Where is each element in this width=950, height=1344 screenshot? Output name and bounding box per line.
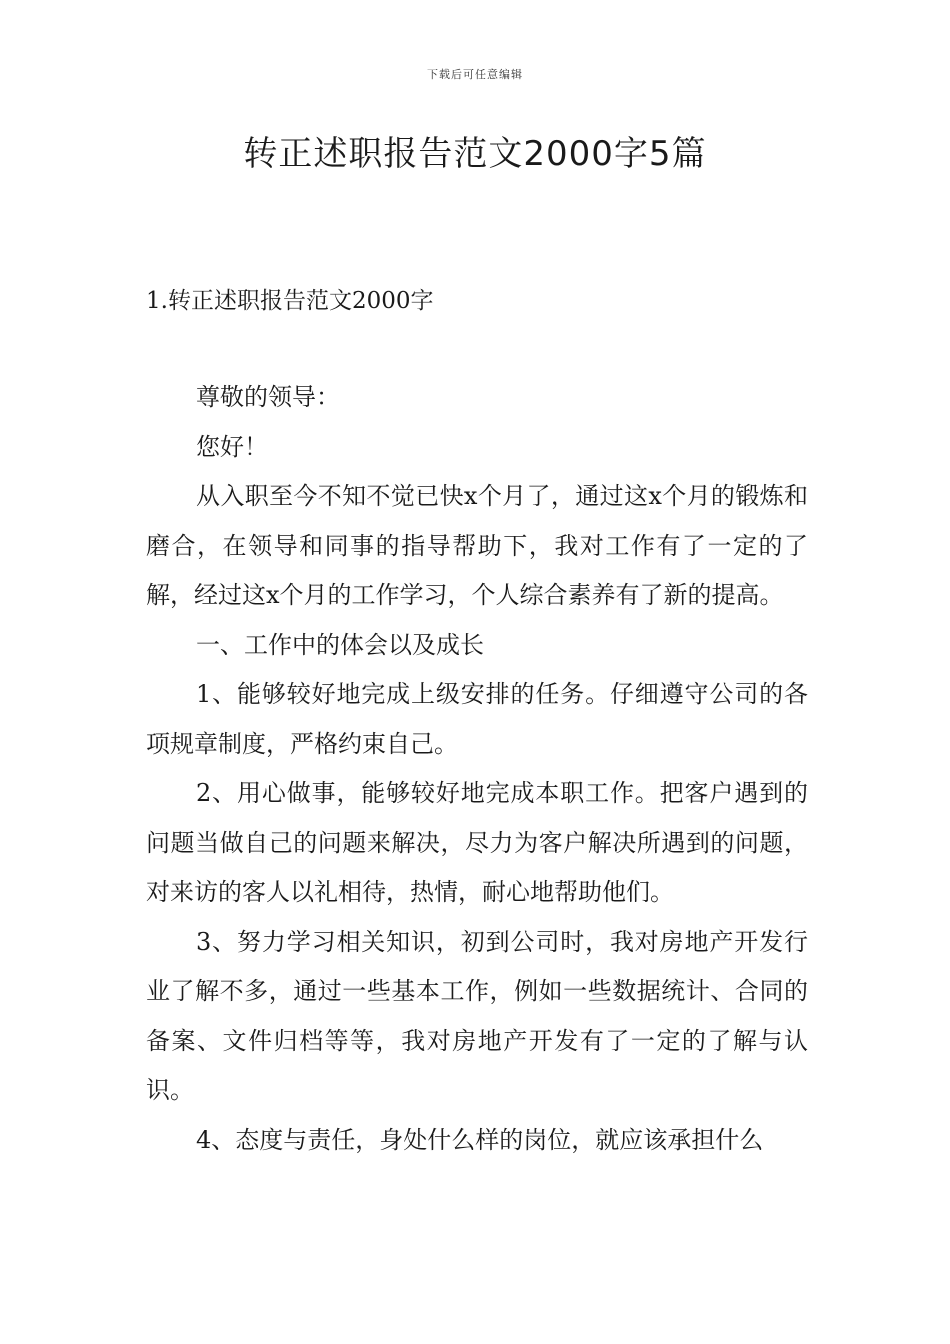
document-body [146, 373, 808, 1165]
body-paragraph: 3、努力学习相关知识，初到公司时，我对房地产开发行业了解不多，通过一些基本工作，例如一些数据统计、合同的备案、文件归档等等，我对房地产开发有了一定的了解与认识。 [146, 927, 808, 1104]
salutation: 尊敬的领导： [196, 383, 340, 411]
greeting: 您好！ [196, 432, 268, 461]
section-heading: 1.转正述职报告范文2000字 [146, 288, 434, 314]
header-note: 下载后可任意编辑 [427, 68, 523, 81]
subsection-heading: 一、工作中的体会以及成长 [196, 630, 484, 659]
body-paragraph: 2、用心做事，能够较好地完成本职工作。把客户遇到的问题当做自己的问题来解决，尽力为客户解决所遇到的问题，对来访的客人以礼相待，热情，耐心地帮助他们。 [146, 779, 808, 906]
body-paragraph: 从入职至今不知不觉已快x个月了，通过这x个月的锻炼和磨合，在领导和同事的指导帮助下，我对工作有了一定的了解，经过这x个月的工作学习，个人综合素养有了新的提高。 [146, 482, 808, 609]
document-title: 转正述职报告范文2000字5篇 [243, 134, 707, 174]
body-paragraph: 1、能够较好地完成上级安排的任务。仔细遵守公司的各项规章制度，严格约束自己。 [146, 680, 808, 758]
body-paragraph: 4、态度与责任，身处什么样的岗位，就应该承担什么 [196, 1125, 764, 1154]
